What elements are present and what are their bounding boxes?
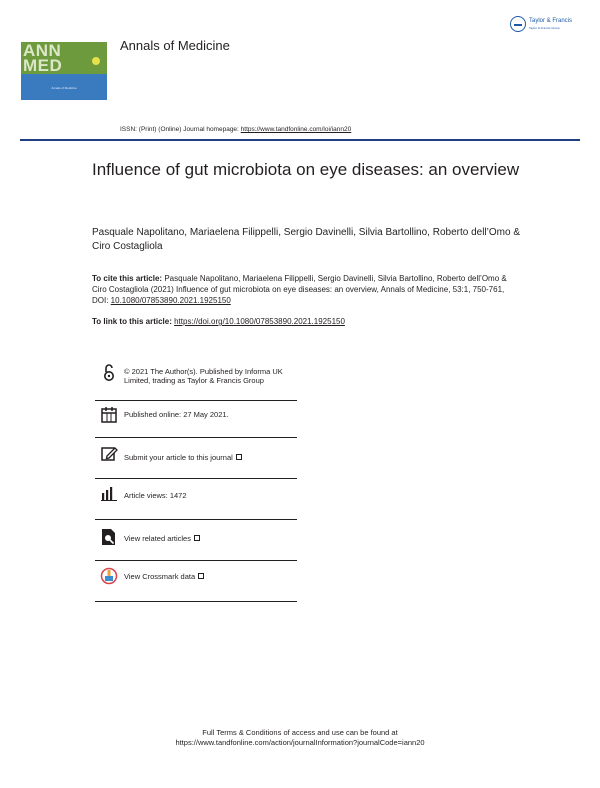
views-row <box>95 482 297 518</box>
page-footer <box>0 728 600 748</box>
license-text: © 2021 The Author(s). Published by Informa UK Limited, trading as Taylor & Francis Group <box>124 367 283 385</box>
footer-line1: Full Terms & Conditions of access and use can be found at <box>202 728 398 737</box>
citation <box>92 273 512 306</box>
info-divider <box>95 478 297 479</box>
cover-logo-line1: ANN <box>23 42 62 60</box>
view-related-link[interactable] <box>124 534 200 543</box>
publisher-tagline: Taylor & Francis Group <box>529 26 560 30</box>
info-divider <box>95 519 297 520</box>
view-crossmark-link[interactable] <box>124 572 204 581</box>
publisher-logo <box>510 16 582 36</box>
related-row[interactable] <box>95 523 297 559</box>
published-date: Published online: 27 May 2021. <box>124 410 229 419</box>
view-related-label: View related articles <box>124 534 191 543</box>
calendar-icon <box>100 406 118 424</box>
bar-chart-icon <box>100 484 118 502</box>
info-divider <box>95 437 297 438</box>
open-access-icon <box>100 364 118 382</box>
info-divider <box>95 400 297 401</box>
cite-label: To cite this article: <box>92 274 165 283</box>
journal-homepage-link[interactable]: https://www.tandfonline.com/loi/iann20 <box>240 126 352 133</box>
cover-caption: Annals of Medicine <box>51 86 77 90</box>
external-link-icon <box>198 573 204 579</box>
issn-line <box>120 126 351 133</box>
header-divider <box>20 139 580 141</box>
cover-art <box>21 42 107 74</box>
journal-cover-image <box>21 42 107 100</box>
view-crossmark-label: View Crossmark data <box>124 572 196 581</box>
edit-icon <box>100 445 118 463</box>
footer-terms-link[interactable]: https://www.tandfonline.com/action/journalInformation?journalCode=iann20 <box>175 738 425 747</box>
cover-logo-line2: MED <box>23 56 63 74</box>
related-articles-icon <box>100 528 118 546</box>
info-divider <box>95 560 297 561</box>
crossmark-icon <box>100 567 118 585</box>
issn-text: ISSN: (Print) (Online) Journal homepage: <box>120 126 241 133</box>
published-row <box>95 404 297 438</box>
article-authors: Pasquale Napolitano, Mariaelena Filippelli, Sergio Davinelli, Silvia Bartollino, Roberto dell’Omo & Ciro Costagliola <box>92 227 520 252</box>
license-row <box>95 364 297 400</box>
article-doi-url[interactable]: https://doi.org/10.1080/07853890.2021.1925150 <box>174 317 345 326</box>
cite-text: Pasquale Napolitano, Mariaelena Filippelli, Sergio Davinelli, Silvia Bartollino, Roberto dell’Omo & Ciro Costagliola (2021) Influence of gut microbiota on eye diseases: an overview, Annals of Medicine, 53:1, 750-761, DOI: <box>92 274 507 305</box>
article-views: Article views: 1472 <box>124 491 187 500</box>
submit-article-link[interactable] <box>124 453 242 462</box>
publisher-name: Taylor & Francis <box>529 18 573 24</box>
external-link-icon <box>236 454 242 460</box>
article-link-line <box>92 317 512 326</box>
submit-article-label: Submit your article to this journal <box>124 453 233 462</box>
cover-logo <box>23 43 62 73</box>
article-title: Influence of gut microbiota on eye diseases: an overview <box>92 160 520 179</box>
info-divider <box>95 601 297 602</box>
crossmark-row[interactable] <box>95 564 297 600</box>
doi-link[interactable]: 10.1080/07853890.2021.1925150 <box>110 296 231 305</box>
link-label: To link to this article: <box>92 317 175 326</box>
cover-dot <box>92 57 100 65</box>
submit-row[interactable] <box>95 441 297 477</box>
external-link-icon <box>194 535 200 541</box>
journal-title: Annals of Medicine <box>120 38 230 53</box>
publisher-logo-icon <box>510 16 526 32</box>
